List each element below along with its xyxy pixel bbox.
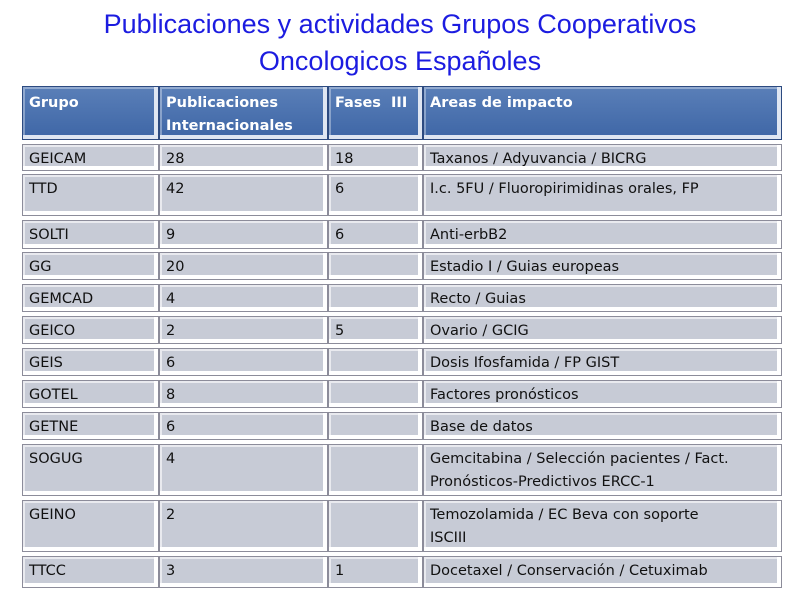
cell-grupo: GEIS bbox=[22, 348, 159, 376]
table-header-row bbox=[22, 86, 782, 140]
cell-grupo: GETNE bbox=[22, 412, 159, 440]
header-publicaciones-line-1: Publicaciones bbox=[166, 95, 278, 111]
cell-areas-line-2: ISCIII bbox=[430, 530, 467, 546]
table-row bbox=[22, 174, 782, 216]
cell-areas bbox=[423, 284, 782, 312]
header-publicaciones bbox=[159, 86, 328, 140]
cell-publicaciones: 4 bbox=[159, 444, 328, 496]
header-grupo-label: Grupo bbox=[29, 95, 79, 111]
table-row bbox=[22, 500, 782, 552]
cell-grupo: TTD bbox=[22, 174, 159, 216]
cell-publicaciones: 6 bbox=[159, 348, 328, 376]
cell-fases: 6 bbox=[328, 174, 423, 216]
cell-fases bbox=[328, 348, 423, 376]
cell-areas bbox=[423, 220, 782, 249]
cell-areas bbox=[423, 556, 782, 588]
header-publicaciones-line-2: Internacionales bbox=[166, 118, 293, 134]
header-grupo bbox=[22, 86, 159, 140]
cell-fases: 18 bbox=[328, 144, 423, 171]
cell-publicaciones: 28 bbox=[159, 144, 328, 171]
cell-areas-line-1: Factores pronósticos bbox=[430, 387, 579, 403]
cell-areas-line-2: Pronósticos-Predictivos ERCC-1 bbox=[430, 474, 655, 490]
groups-table bbox=[22, 86, 782, 591]
slide-title-line-1: Publicaciones y actividades Grupos Cooperativos bbox=[103, 9, 697, 39]
table-row bbox=[22, 348, 782, 376]
cell-fases bbox=[328, 284, 423, 312]
cell-fases bbox=[328, 380, 423, 408]
cell-publicaciones: 42 bbox=[159, 174, 328, 216]
cell-publicaciones: 4 bbox=[159, 284, 328, 312]
header-fases bbox=[328, 86, 423, 140]
table-row bbox=[22, 144, 782, 171]
cell-grupo: TTCC bbox=[22, 556, 159, 588]
cell-publicaciones: 8 bbox=[159, 380, 328, 408]
cell-areas-line-1: I.c. 5FU / Fluoropirimidinas orales, FP bbox=[430, 181, 699, 197]
cell-areas bbox=[423, 174, 782, 216]
cell-publicaciones: 2 bbox=[159, 500, 328, 552]
header-fases-label: Fases III bbox=[335, 95, 408, 111]
cell-areas-line-1: Docetaxel / Conservación / Cetuximab bbox=[430, 563, 708, 579]
table-row bbox=[22, 556, 782, 588]
cell-fases: 1 bbox=[328, 556, 423, 588]
table-row bbox=[22, 220, 782, 249]
cell-areas-line-1: Ovario / GCIG bbox=[430, 323, 529, 339]
slide-title-line-2: Oncologicos Españoles bbox=[258, 46, 542, 76]
cell-grupo: GEICO bbox=[22, 316, 159, 344]
cell-areas-line-1: Temozolamida / EC Beva con soporte bbox=[430, 507, 699, 523]
cell-grupo: GOTEL bbox=[22, 380, 159, 408]
cell-fases bbox=[328, 444, 423, 496]
cell-areas bbox=[423, 316, 782, 344]
cell-areas bbox=[423, 444, 782, 496]
cell-grupo: GEICAM bbox=[22, 144, 159, 171]
cell-areas bbox=[423, 252, 782, 280]
cell-areas bbox=[423, 380, 782, 408]
header-areas-label: Areas de impacto bbox=[430, 95, 573, 111]
table-row bbox=[22, 284, 782, 312]
cell-publicaciones: 20 bbox=[159, 252, 328, 280]
cell-areas-line-1: Base de datos bbox=[430, 419, 533, 435]
cell-areas bbox=[423, 348, 782, 376]
table-row bbox=[22, 380, 782, 408]
cell-fases: 5 bbox=[328, 316, 423, 344]
table-row bbox=[22, 412, 782, 440]
cell-areas-line-1: Taxanos / Adyuvancia / BICRG bbox=[430, 151, 647, 167]
cell-grupo: GEMCAD bbox=[22, 284, 159, 312]
table-row bbox=[22, 444, 782, 496]
cell-publicaciones: 3 bbox=[159, 556, 328, 588]
table-row bbox=[22, 252, 782, 280]
cell-areas-line-1: Gemcitabina / Selección pacientes / Fact. bbox=[430, 451, 729, 467]
cell-grupo: GEINO bbox=[22, 500, 159, 552]
cell-areas-line-1: Anti-erbB2 bbox=[430, 227, 508, 243]
cell-areas-line-1: Dosis Ifosfamida / FP GIST bbox=[430, 355, 620, 371]
cell-publicaciones: 6 bbox=[159, 412, 328, 440]
cell-fases: 6 bbox=[328, 220, 423, 249]
cell-areas-line-1: Estadio I / Guias europeas bbox=[430, 259, 620, 275]
cell-grupo: GG bbox=[22, 252, 159, 280]
cell-areas bbox=[423, 412, 782, 440]
cell-fases bbox=[328, 412, 423, 440]
cell-areas bbox=[423, 500, 782, 552]
cell-fases bbox=[328, 252, 423, 280]
cell-areas bbox=[423, 144, 782, 171]
cell-grupo: SOGUG bbox=[22, 444, 159, 496]
cell-areas-line-1: Recto / Guias bbox=[430, 291, 526, 307]
table-row bbox=[22, 316, 782, 344]
header-areas bbox=[423, 86, 782, 140]
cell-grupo: SOLTI bbox=[22, 220, 159, 249]
slide-title bbox=[0, 6, 800, 80]
cell-fases bbox=[328, 500, 423, 552]
cell-publicaciones: 9 bbox=[159, 220, 328, 249]
cell-publicaciones: 2 bbox=[159, 316, 328, 344]
